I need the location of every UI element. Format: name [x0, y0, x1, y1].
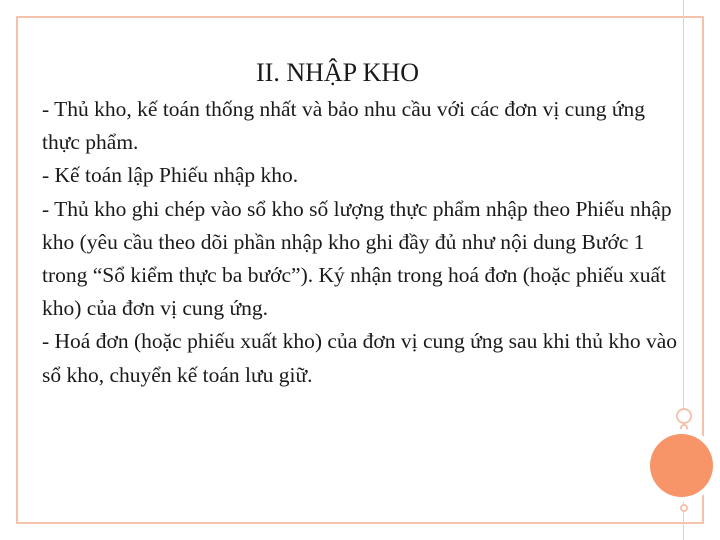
decorative-bottom-circle-icon — [680, 504, 688, 512]
slide-title: II. NHẬP KHO — [256, 58, 419, 87]
paragraph-recording: - Thủ kho ghi chép vào sổ kho số lượng thực phẩm nhập theo Phiếu nhập kho (yêu cầu theo dõi phần nhập kho ghi đầy đủ như nội dung Bước 1 trong “Sổ kiểm thực ba bước”). Ký nhận trong hoá đơn (hoặc phiếu xuất kho) của đơn vị cung ứng. — [42, 196, 672, 321]
slide-body — [42, 93, 678, 392]
paragraph-invoice: - Hoá đơn (hoặc phiếu xuất kho) của đơn vị cung ứng sau khi thủ kho vào sổ kho, chuyển kế toán lưu giữ. — [42, 329, 678, 387]
paragraph-agreement: - Thủ kho, kế toán thống nhất và bảo nhu cầu với các đơn vị cung ứng thực phẩm. — [42, 97, 646, 155]
paragraph-receipt: - Kế toán lập Phiếu nhập kho. — [42, 163, 299, 188]
decorative-small-circle-icon — [676, 408, 692, 424]
decorative-orange-circle-icon — [650, 434, 713, 497]
